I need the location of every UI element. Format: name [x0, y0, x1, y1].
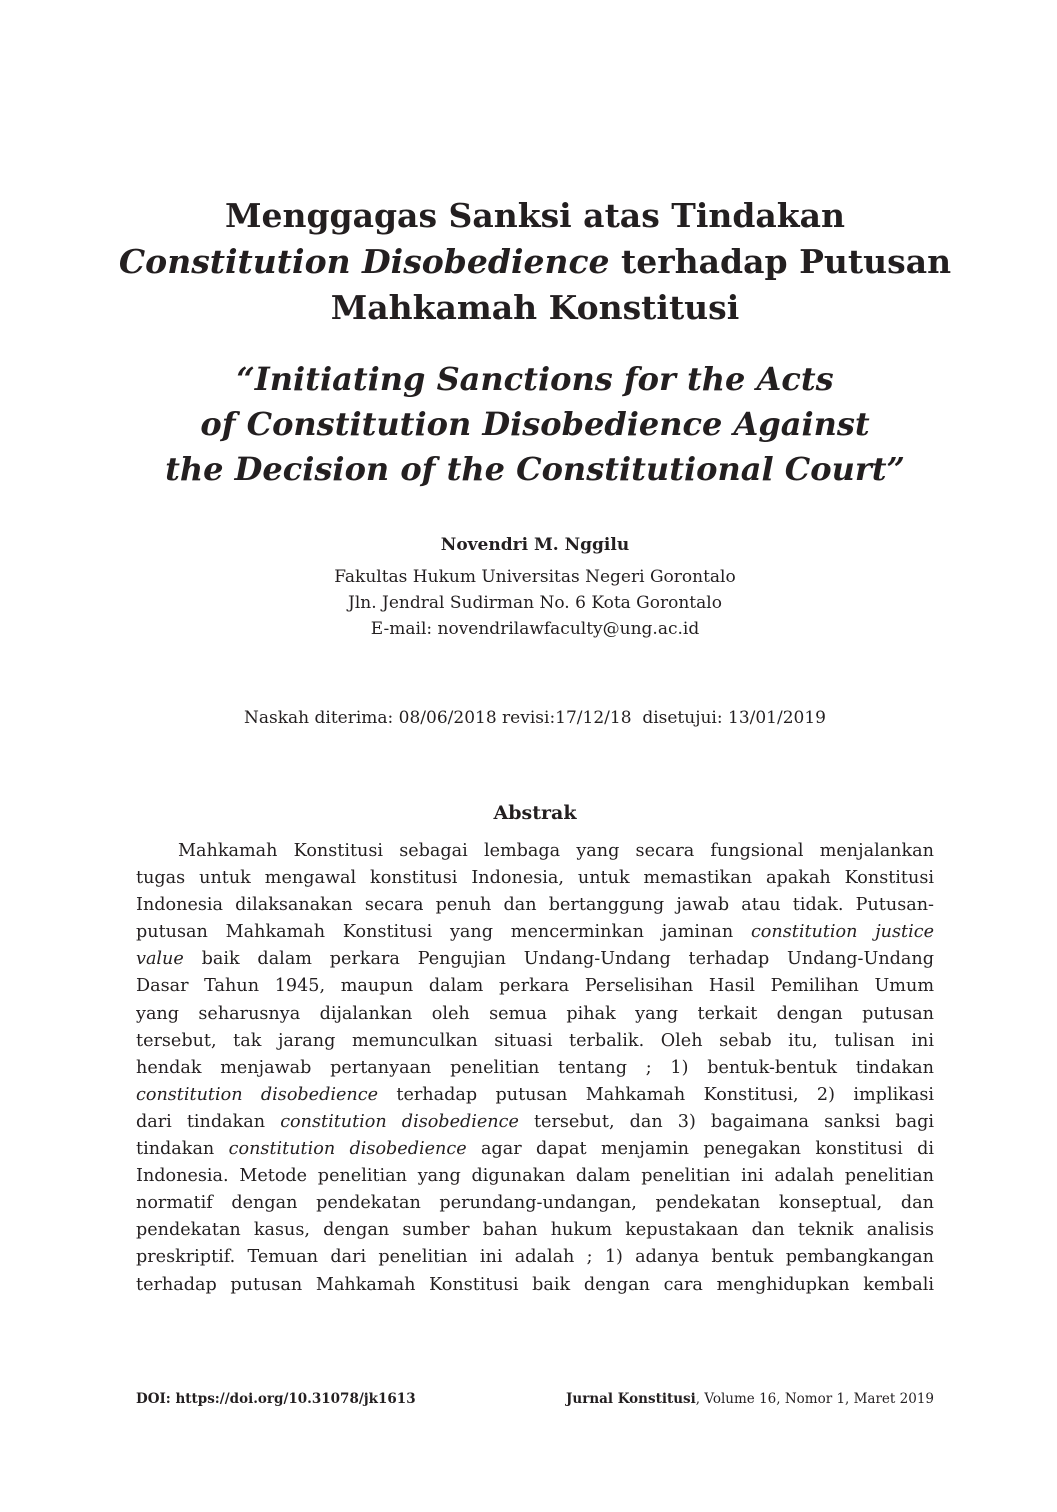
author-name: Novendri M. Nggilu [440, 535, 630, 555]
abstract-italic-term: constitution disobedience [280, 1111, 519, 1132]
abstract-line: terhadap putusan Mahkamah Konstitusi baik dengan cara menghidupkan kembali [136, 1274, 934, 1295]
title-indonesian [110, 193, 960, 331]
abstract-line: tugas untuk mengawal konstitusi Indonesia, untuk memastikan apakah Konstitusi [136, 868, 934, 889]
title-id-line-2 [110, 239, 960, 285]
abstract-italic-term: constitution disobedience [136, 1084, 378, 1105]
abstract-line: constitution disobedience terhadap putusan Mahkamah Konstitusi, 2) implikasi [136, 1084, 934, 1105]
abstract-line: Dasar Tahun 1945, maupun dalam perkara Perselisihan Hasil Pemilihan Umum [136, 976, 934, 997]
abstract-line: tindakan constitution disobedience agar dapat menjamin penegakan konstitusi di [136, 1139, 934, 1160]
title-en-line-1: “Initiating Sanctions for the Acts [236, 360, 834, 398]
title-en-line-3: the Decision of the Constitutional Court” [165, 450, 905, 488]
abstract-line: dari tindakan constitution disobedience tersebut, dan 3) bagaimana sanksi bagi [136, 1111, 934, 1132]
abstract-line: Indonesia dilaksanakan secara penuh dan bertanggung jawab atau tidak. Putusan- [136, 895, 934, 916]
email[interactable]: E-mail: novendrilawfaculty@ung.ac.id [370, 619, 700, 639]
abstract-line: putusan Mahkamah Konstitusi yang mencerminkan jaminan constitution justice [136, 922, 934, 943]
title-id-line-2-rest: terhadap Putusan [609, 242, 952, 281]
title-id-line-3: Mahkamah Konstitusi [330, 288, 740, 327]
abstract-line: Mahkamah Konstitusi sebagai lembaga yang secara fungsional menjalankan [178, 841, 934, 861]
title-english [110, 357, 960, 492]
author-affiliation-block [110, 564, 960, 642]
abstract-line: preskriptif. Temuan dari penelitian ini adalah ; 1) adanya bentuk pembangkangan [136, 1247, 934, 1268]
address: Jln. Jendral Sudirman No. 6 Kota Gorontalo [348, 593, 722, 613]
journal-name: Jurnal Konstitusi [566, 1391, 696, 1407]
doi-link[interactable]: DOI: https://doi.org/10.31078/jk1613 [136, 1391, 416, 1407]
abstract-line: tersebut, tak jarang memunculkan situasi terbalik. Oleh sebab itu, tulisan ini [136, 1030, 934, 1051]
abstract-italic-term: constitution justice [750, 922, 934, 943]
title-id-line-2-italic: Constitution Disobedience [118, 242, 610, 281]
journal-issue: , Volume 16, Nomor 1, Maret 2019 [695, 1391, 934, 1407]
abstract-body [136, 838, 934, 1299]
page-footer [136, 1389, 934, 1409]
abstract-line: pendekatan kasus, dengan sumber bahan hukum kepustakaan dan teknik analisis [136, 1220, 934, 1241]
submission-dates: Naskah diterima: 08/06/2018 revisi:17/12/18 disetujui: 13/01/2019 [243, 708, 826, 728]
abstract-italic-term: value [136, 949, 184, 970]
abstract-line: hendak menjawab pertanyaan penelitian tentang ; 1) bentuk-bentuk tindakan [136, 1057, 934, 1078]
abstract-line: Indonesia. Metode penelitian yang digunakan dalam penelitian ini adalah penelitian [136, 1166, 934, 1187]
abstract-line: value baik dalam perkara Pengujian Undang-Undang terhadap Undang-Undang [136, 949, 934, 970]
journal-citation [566, 1389, 934, 1409]
affiliation: Fakultas Hukum Universitas Negeri Gorontalo [334, 567, 736, 587]
abstract-line: normatif dengan pendekatan perundang-undangan, pendekatan konseptual, dan [136, 1193, 934, 1214]
title-en-line-2: of Constitution Disobedience Against [200, 405, 870, 443]
abstract-heading: Abstrak [493, 802, 577, 824]
title-id-line-1: Menggagas Sanksi atas Tindakan [224, 196, 846, 235]
abstract-line: yang seharusnya dijalankan oleh semua pihak yang terkait dengan putusan [136, 1003, 934, 1024]
abstract-italic-term: constitution disobedience [228, 1139, 467, 1160]
